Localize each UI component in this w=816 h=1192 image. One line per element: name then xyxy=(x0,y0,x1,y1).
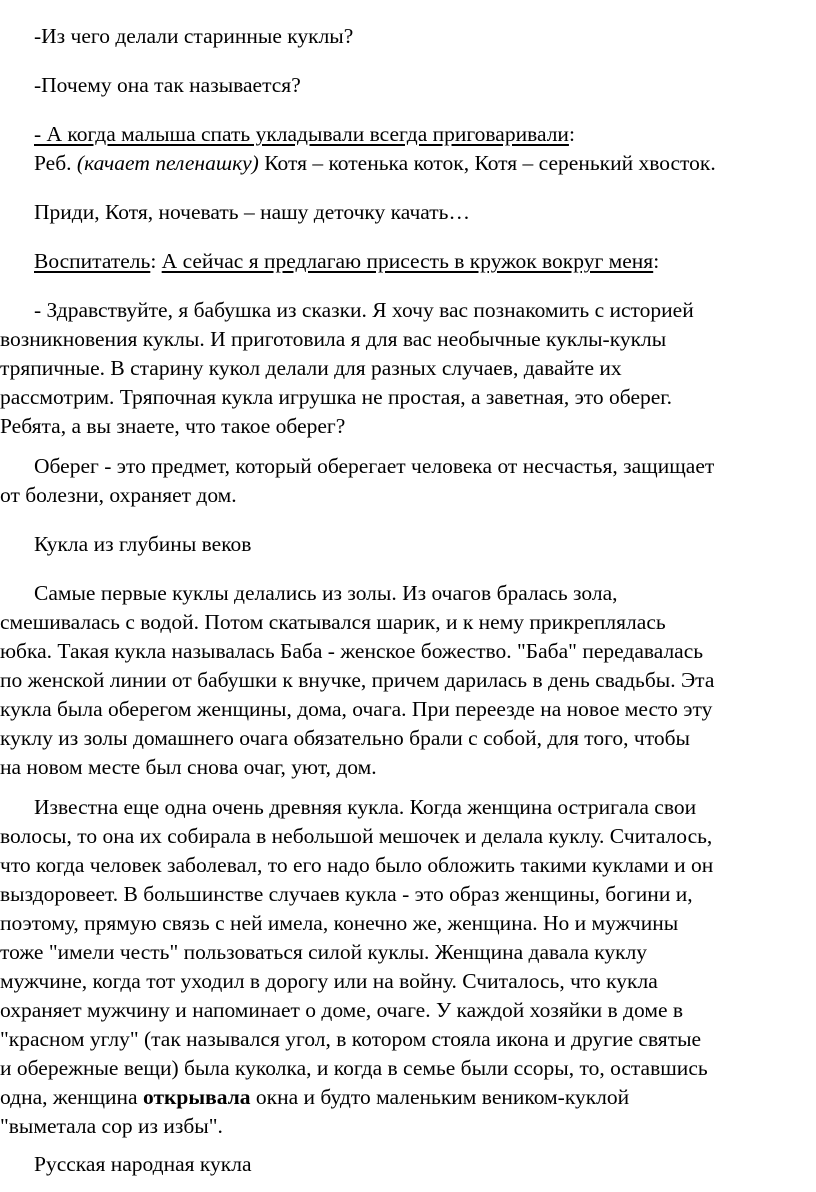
hair-line-bold: одна, женщина открывала окна и будто маленьким веником-куклой xyxy=(0,1085,630,1109)
stage-direction: (качает пеленашку) xyxy=(76,151,259,175)
speaker-label: Реб. xyxy=(34,151,72,175)
lullaby-intro-text: - А когда малыша спать укладывали всегда приговаривали xyxy=(34,122,569,146)
document-page: -Из чего делали старинные куклы? -Почему она так называется? - А когда малыша спать укладывали всегда приговаривали: Реб. (качает пеленашку) Котя – котенька коток, Котя – серенький хвосток. Приди, Котя, ночевать – нашу деточку качать… Воспитатель: А сейчас я предлагаю присесть в кружок вокруг меня: - Здравствуйте, я бабушка из сказки. Я хочу вас познакомить с историей возникновения куклы. И приготовила я для вас необычные куклы-куклы тряпичные. В старину кукол делали для разных случаев, давайте их рассмотрим. Тряпочная кукла игрушка не простая, а заветная, это оберег. Ребята, а вы знаете, что такое оберег? Оберег - это предмет, который оберегает человека от несчастья, защищает от болезни, охраняет дом. Кукла из глубины веков Самые первые куклы делались из золы. Из очагов бралась зола, смешивалась с водой. Потом скатывался шарик, и к нему прикреплялась юбка. Такая кукла называлась Баба - женское божество. "Баба" передавалась по женской линии от бабушки к внучке, причем дарилась в день свадьбы. Эта кукла была оберегом женщины, дома, очага. При переезде на новое место эту куклу из золы домашнего очага обязательно брали с собой, для того, чтобы на новом месте был снова очаг, уют, дом. Известна еще одна очень древняя кукла. Когда женщина остригала свои волосы, то она их собирала в небольшой мешочек и делала куклу. Считалось, что когда человек заболевал, то его надо было обложить такими куклами и он выздоровеет. В большинстве случаев кукла - это образ женщины, богини и, поэтому, прямую связь с ней имела, конечно же, женщина. Но и мужчины тоже "имели честь" пользоваться силой куклы. Женщина давала куклу мужчине, когда тот уходил в дорогу или на войну. Считалось, что кукла охраняет мужчину и напоминает о доме, очаге. У каждой хозяйки в доме в "красном углу" (так назывался угол, в котором стояла икона и другие святые и обережные вещи) была куколка, и когда в семье были ссоры, то, оставшись одна, женщина открывала окна и будто маленьким веником-куклой "выметала сор из избы". Русская народная кукла xyxy=(0,0,816,1192)
bold-word: открывала xyxy=(142,1085,251,1109)
teacher-role: Воспитатель xyxy=(34,249,151,273)
question-2: -Почему она так называется? xyxy=(34,73,301,97)
verse-line-2: Приди, Котя, ночевать – нашу деточку качать… xyxy=(34,200,470,224)
teacher-line: Воспитатель: А сейчас я предлагаю присесть в кружок вокруг меня: xyxy=(34,249,660,273)
heading-depths: Кукла из глубины веков xyxy=(34,532,252,556)
question-1: -Из чего делали старинные куклы? xyxy=(34,24,354,48)
verse-line-1: Котя – котенька коток, Котя – серенький хвосток. xyxy=(264,151,716,175)
lullaby-verse-1 xyxy=(34,149,716,178)
lullaby-intro: - А когда малыша спать укладывали всегда приговаривали: xyxy=(34,122,575,146)
teacher-speech: А сейчас я предлагаю присесть в кружок вокруг меня xyxy=(161,249,654,273)
heading-folk-doll: Русская народная кукла xyxy=(34,1152,252,1176)
